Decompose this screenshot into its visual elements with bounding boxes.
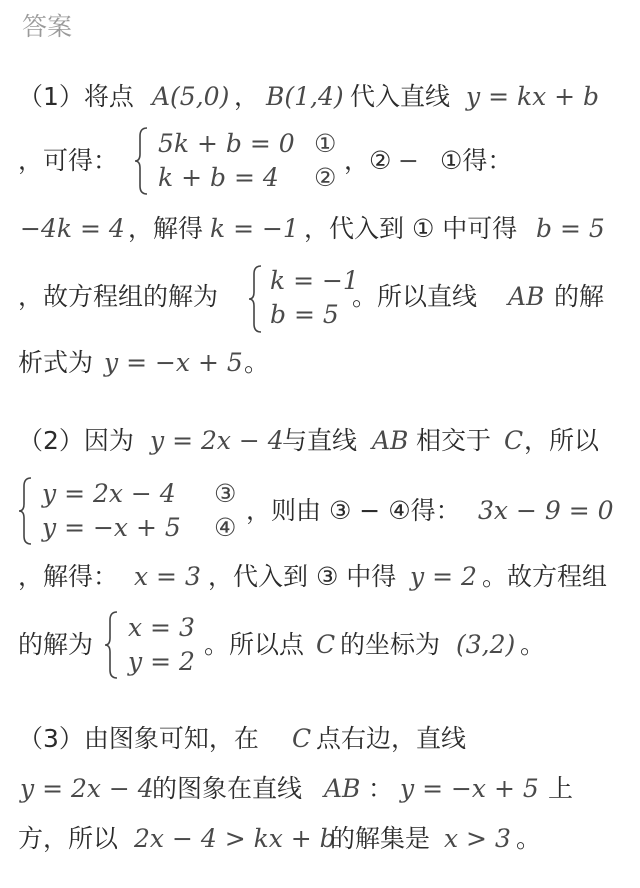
system-row: x = 3: [128, 613, 195, 642]
p2-text: 。: [520, 630, 546, 659]
p3-text: 点右边，直线: [316, 724, 467, 753]
system-row: y = −x + 5: [42, 513, 181, 542]
line-ab: AB: [324, 774, 361, 803]
left-brace-icon: [248, 264, 264, 334]
equation-system-1: [134, 126, 344, 198]
solution-set: x > 3: [444, 824, 511, 853]
minus: −: [398, 146, 419, 175]
circled-two-icon: ②: [314, 163, 337, 192]
left-brace-icon: [134, 126, 150, 196]
equation-system-2: [248, 264, 368, 336]
point-b: B(1,4): [266, 82, 344, 111]
c-coordinates: (3,2): [456, 630, 516, 659]
p1-text: ，代入到 ① 中可得: [304, 214, 518, 243]
p3-text: ：: [368, 774, 394, 803]
ab-equation: y = −x + 5: [400, 774, 539, 803]
line-ab: AB: [508, 282, 545, 311]
p3-text: 。: [516, 824, 542, 853]
system-row: y = 2: [128, 647, 195, 676]
system-row: k = −1: [270, 266, 359, 295]
left-brace-icon: [18, 476, 34, 546]
line-equation: y = 2x − 4: [20, 774, 154, 803]
p1-text: 析式为: [18, 348, 94, 377]
p3-text: 的解集是: [330, 824, 431, 853]
p3-text: 的图象在直线: [152, 774, 303, 803]
circled-one-icon: ①: [314, 129, 337, 158]
p1-text: ，②: [344, 146, 392, 175]
p2-text: （2）因为: [18, 426, 134, 455]
point-c: C: [504, 426, 524, 455]
p3-text: （3）由图象可知，在: [18, 724, 259, 753]
p3-text: 上: [548, 774, 574, 803]
p1-text: 。所以直线: [352, 282, 478, 311]
p2-text: ，代入到 ③ 中得: [208, 562, 397, 591]
point-a: A(5,0): [152, 82, 230, 111]
p2-text: 。所以点: [204, 630, 305, 659]
p2-text: ，则由 ③ − ④得：: [246, 496, 461, 525]
line-equation: y = 2x − 4: [150, 426, 284, 455]
system-row: b = 5: [270, 300, 339, 329]
system-row: k + b = 4: [158, 163, 279, 192]
equation-system-4: [104, 610, 208, 682]
p1-text: （1）将点: [18, 82, 134, 111]
p2-text: 的坐标为: [340, 630, 441, 659]
x-value: x = 3: [134, 562, 201, 591]
p1-text: 。: [244, 348, 270, 377]
p3-text: 方，所以: [18, 824, 119, 853]
inequality: 2x − 4 > kx + b: [134, 824, 336, 853]
system-row: y = 2x − 4: [42, 479, 176, 508]
equation: −4k = 4: [20, 214, 125, 243]
page-title: 答案: [22, 12, 73, 41]
p2-text: 。故方程组: [482, 562, 608, 591]
p2-text: ，解得：: [18, 562, 119, 591]
p1-text: ①得：: [440, 146, 513, 175]
line-equation: y = kx + b: [466, 82, 600, 111]
p1-text: ，解得: [128, 214, 204, 243]
p2-text: 相交于: [416, 426, 492, 455]
ab-equation: y = −x + 5: [104, 348, 243, 377]
p1-text: 的解: [554, 282, 605, 311]
p2-text: 与直线: [282, 426, 358, 455]
left-brace-icon: [104, 610, 120, 680]
system-row: 5k + b = 0: [158, 129, 295, 158]
y-value: y = 2: [410, 562, 477, 591]
point-c: C: [292, 724, 312, 753]
p1-text: ，: [234, 82, 260, 111]
p2-text: ，所以: [524, 426, 600, 455]
k-value: k = −1: [210, 214, 299, 243]
equation: 3x − 9 = 0: [478, 496, 614, 525]
p2-text: 的解为: [18, 630, 94, 659]
p1-text: 代入直线: [350, 82, 451, 111]
p1-text: ，故方程组的解为: [18, 282, 219, 311]
b-value: b = 5: [536, 214, 605, 243]
p1-text: ，可得：: [18, 146, 119, 175]
circled-four-icon: ④: [214, 513, 237, 542]
circled-three-icon: ③: [214, 479, 237, 508]
equation-system-3: [18, 476, 248, 548]
point-c: C: [316, 630, 336, 659]
line-ab: AB: [372, 426, 409, 455]
